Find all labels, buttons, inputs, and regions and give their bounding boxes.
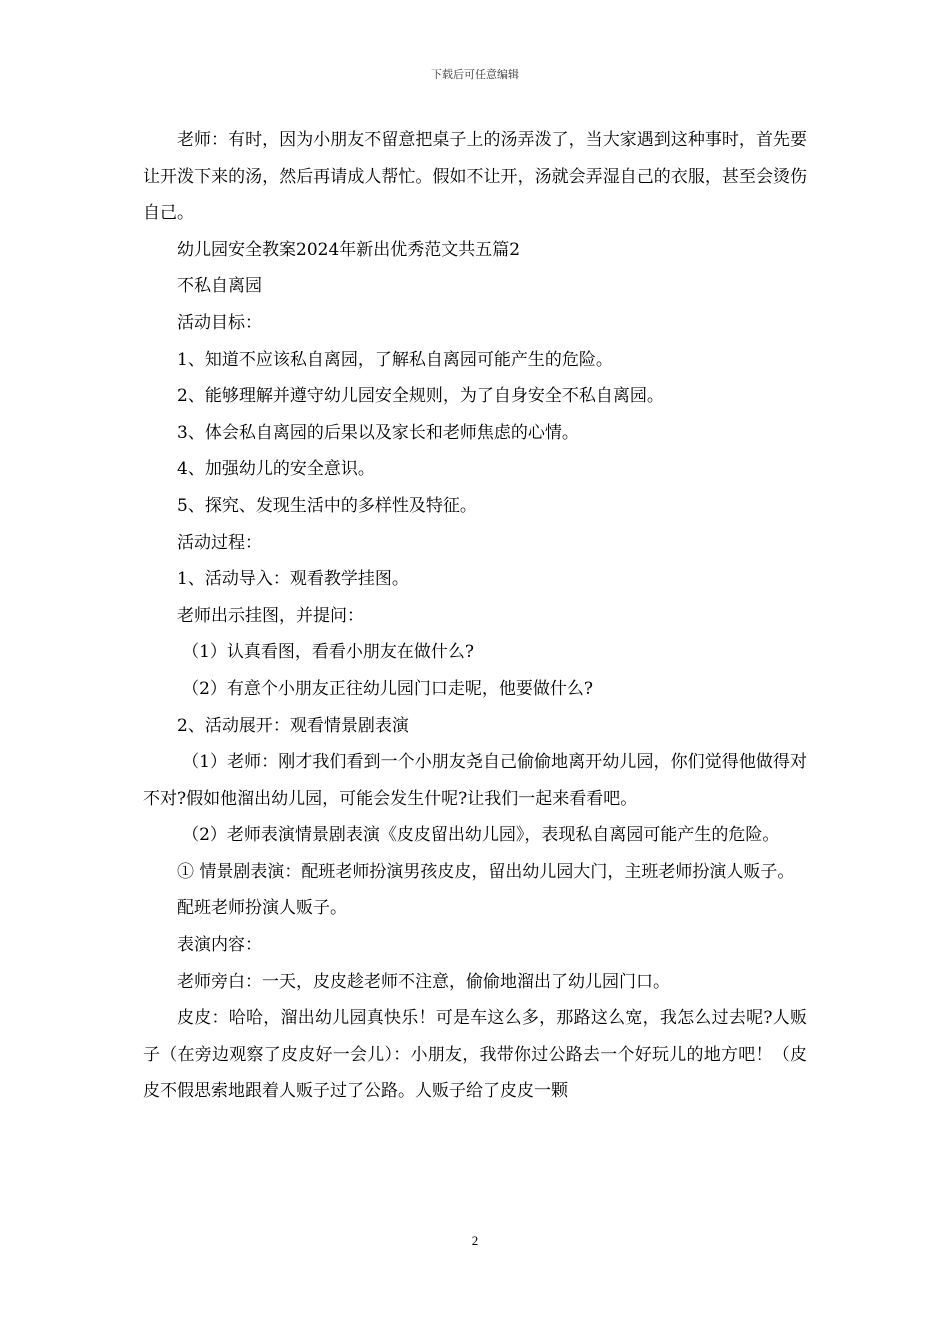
performance-heading: 表演内容： [177,935,262,956]
process-step-2: 2、活动展开：观看情景剧表演 [177,715,409,736]
question-2: （2）有意个小朋友正往幼儿园门口走呢，他要做什么? [182,678,594,699]
skit-role-note: 配班老师扮演人贩子。 [177,898,347,919]
step-2-part-2: （2）老师表演情景剧表演《皮皮留出幼儿园》，表现私自离园可能产生的危险。 [182,825,780,846]
goals-heading: 活动目标： [177,312,262,333]
page-number: 2 [471,1233,479,1248]
skit-roles: ① 情景剧表演：配班老师扮演男孩皮皮，留出幼儿园大门，主班老师扮演人贩子。 [177,861,795,882]
step-2-part-1: （1）老师：刚才我们看到一个小朋友尧自己偷偷地离开幼儿园，你们觉得他做得对不对?假如他溜出幼儿园，可能会发生什呢?让我们一起来看看吧。 [143,752,807,809]
page-header-note: 下载后可任意编辑 [431,68,519,81]
goal-item-1: 1、知道不应该私自离园，了解私自离园可能产生的危险。 [177,349,613,370]
document-body [143,122,807,1110]
lesson-title: 不私自离园 [177,276,262,297]
question-1: （1）认真看图，看看小朋友在做什么? [182,642,475,663]
section-title: 幼儿园安全教案2024年新出优秀范文共五篇2 [177,239,521,260]
dialogue-paragraph: 皮皮：哈哈，溜出幼儿园真快乐！可是车这么多，那路这么宽，我怎么过去呢?人贩子（在旁边观察了皮皮好一会儿）：小朋友，我带你过公路去一个好玩儿的地方吧！（皮皮不假思索地跟着人贩子过了公路。人贩子给了皮皮一颗 [143,1008,807,1102]
goal-item-3: 3、体会私自离园的后果以及家长和老师焦虑的心情。 [177,422,579,443]
goal-item-2: 2、能够理解并遵守幼儿园安全规则，为了自身安全不私自离园。 [177,386,664,407]
narration-line: 老师旁白：一天，皮皮趁老师不注意，偷偷地溜出了幼儿园门口。 [177,971,670,992]
teacher-question-intro: 老师出示挂图，并提问： [177,605,364,626]
process-step-1: 1、活动导入：观看教学挂图。 [177,569,409,590]
goal-item-4: 4、加强幼儿的安全意识。 [177,459,375,480]
process-heading: 活动过程： [177,532,262,553]
paragraph-teacher-soup: 老师：有时，因为小朋友不留意把桌子上的汤弄泼了，当大家遇到这种事时，首先要让开泼下来的汤，然后再请成人帮忙。假如不让开，汤就会弄湿自己的衣服，甚至会烫伤自己。 [143,130,807,224]
goal-item-5: 5、探究、发现生活中的多样性及特征。 [177,495,477,516]
